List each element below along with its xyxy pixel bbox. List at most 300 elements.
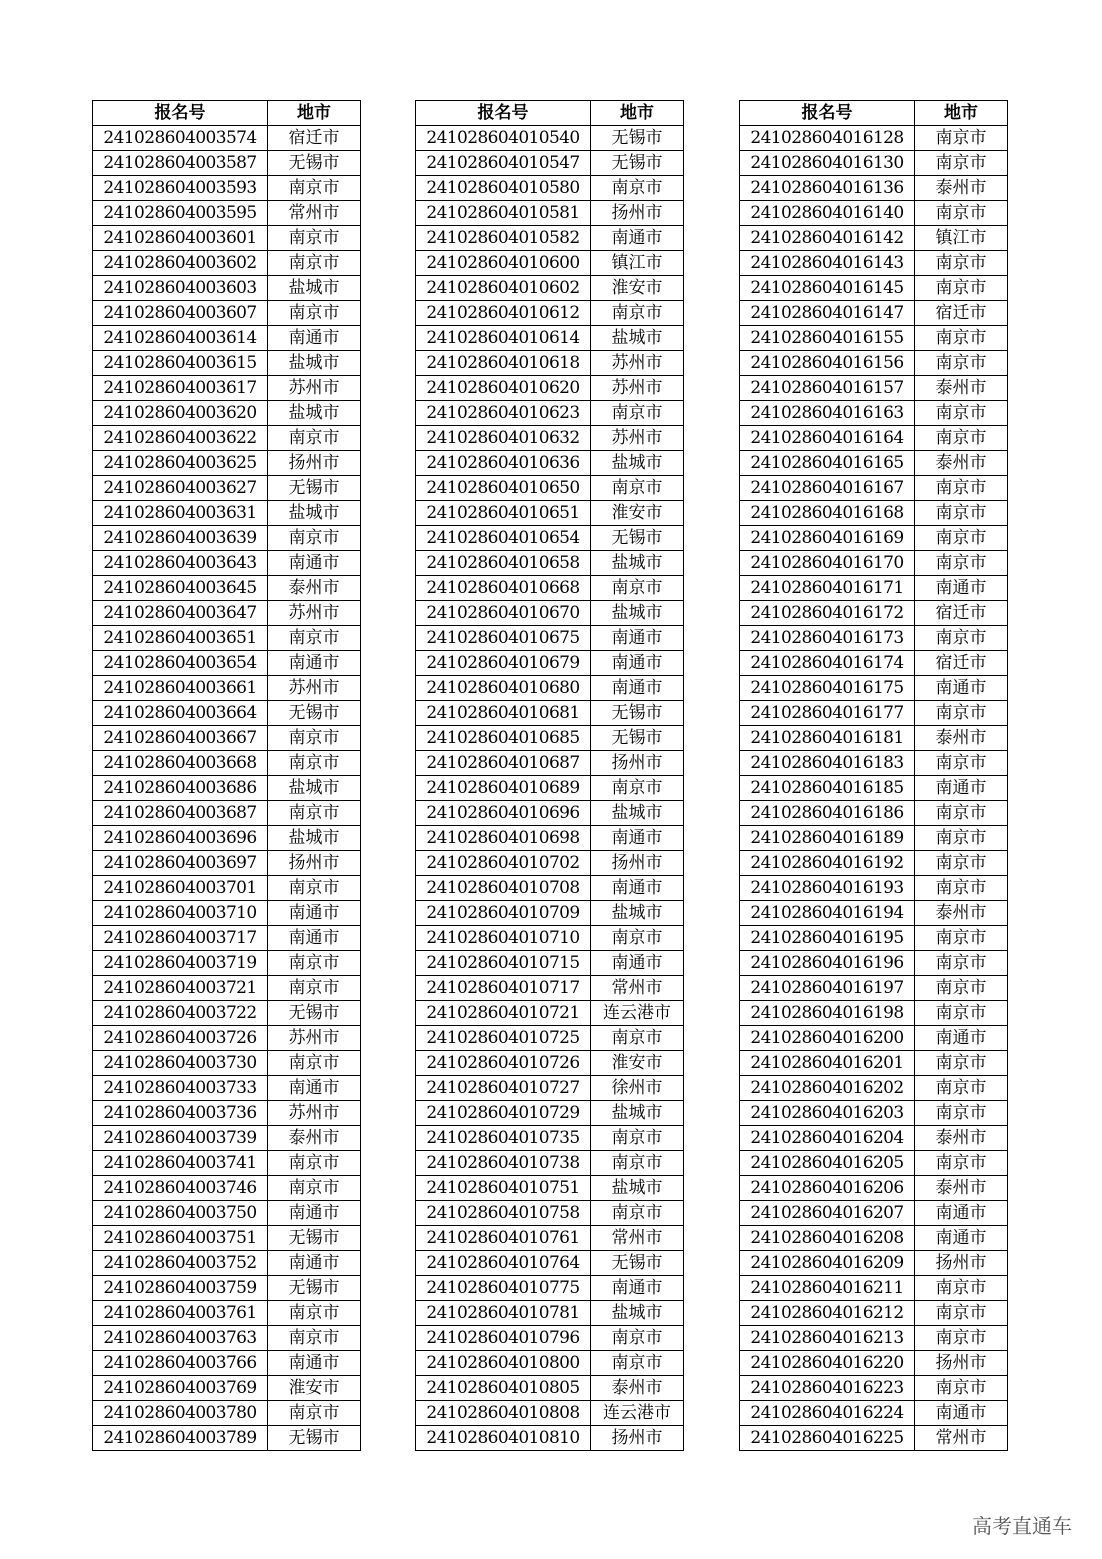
table-row [740,1176,1008,1201]
city-cell: 南京市 [915,1276,1008,1301]
city-cell: 南京市 [915,751,1008,776]
city-cell: 泰州市 [591,1376,684,1401]
city-cell: 常州市 [268,201,361,226]
table-row [740,1126,1008,1151]
table-row [416,476,684,501]
table-row [740,1426,1008,1451]
table-row [740,501,1008,526]
registration-number-cell: 241028604003620 [93,401,268,426]
registration-number-cell: 241028604010738 [416,1151,591,1176]
city-cell: 徐州市 [591,1076,684,1101]
city-cell: 扬州市 [915,1351,1008,1376]
table-row [93,1076,361,1101]
table-row [93,276,361,301]
registration-number-cell: 241028604010805 [416,1376,591,1401]
city-cell: 苏州市 [268,1026,361,1051]
registration-number-cell: 241028604016189 [740,826,915,851]
table-row [740,376,1008,401]
table-row [93,1126,361,1151]
table-row [93,1026,361,1051]
city-cell: 南通市 [268,326,361,351]
city-cell: 常州市 [591,976,684,1001]
city-cell: 南通市 [268,926,361,951]
table-row [740,601,1008,626]
city-cell: 南通市 [268,1251,361,1276]
registration-number-cell: 241028604010708 [416,876,591,901]
registration-number-cell: 241028604010800 [416,1351,591,1376]
table-row [740,126,1008,151]
registration-number-cell: 241028604016130 [740,151,915,176]
table-row [93,1051,361,1076]
registration-number-cell: 241028604010725 [416,1026,591,1051]
registration-number-cell: 241028604016172 [740,601,915,626]
registration-number-cell: 241028604016208 [740,1226,915,1251]
registration-number-cell: 241028604003769 [93,1376,268,1401]
city-cell: 宿迁市 [915,301,1008,326]
registration-number-cell: 241028604016205 [740,1151,915,1176]
table-row [93,126,361,151]
table-row [416,1126,684,1151]
city-cell: 南通市 [915,1026,1008,1051]
city-cell: 南京市 [268,1176,361,1201]
registration-number-cell: 241028604003719 [93,951,268,976]
city-cell: 扬州市 [915,1251,1008,1276]
city-cell: 南京市 [915,426,1008,451]
registration-number-cell: 241028604003741 [93,1151,268,1176]
registration-number-cell: 241028604010698 [416,826,591,851]
table-row [740,551,1008,576]
city-cell: 南京市 [591,401,684,426]
table-row [93,251,361,276]
city-cell: 南通市 [591,626,684,651]
registration-number-cell: 241028604010632 [416,426,591,451]
registration-number-cell: 241028604003603 [93,276,268,301]
city-cell: 宿迁市 [915,601,1008,626]
table-row [740,1151,1008,1176]
table-row [416,326,684,351]
registration-number-cell: 241028604016163 [740,401,915,426]
city-cell: 南通市 [268,901,361,926]
table-row [416,826,684,851]
table-row [93,1376,361,1401]
city-cell: 扬州市 [591,751,684,776]
registration-number-cell: 241028604016164 [740,426,915,451]
table-row [93,751,361,776]
registration-number-cell: 241028604003668 [93,751,268,776]
city-cell: 镇江市 [915,226,1008,251]
registration-table-1 [92,100,361,1451]
table-row [416,226,684,251]
city-cell: 南京市 [268,1301,361,1326]
registration-number-cell: 241028604003617 [93,376,268,401]
city-cell: 淮安市 [591,1051,684,1076]
table-row [93,376,361,401]
table-row [416,1051,684,1076]
city-cell: 南京市 [915,1301,1008,1326]
registration-number-cell: 241028604016169 [740,526,915,551]
registration-number-cell: 241028604016136 [740,176,915,201]
table-row [416,1151,684,1176]
registration-number-cell: 241028604010680 [416,676,591,701]
city-cell: 无锡市 [268,701,361,726]
city-cell: 无锡市 [268,1426,361,1451]
table-row [93,1301,361,1326]
registration-number-cell: 241028604016196 [740,951,915,976]
table-row [740,1401,1008,1426]
registration-number-cell: 241028604010650 [416,476,591,501]
table-row [740,326,1008,351]
table-row [93,1176,361,1201]
city-cell: 南通市 [915,1201,1008,1226]
table-row [740,476,1008,501]
city-cell: 盐城市 [591,551,684,576]
city-cell: 南京市 [268,626,361,651]
table-row [416,676,684,701]
table-row [416,451,684,476]
table-row [93,626,361,651]
city-cell: 扬州市 [591,1426,684,1451]
table-row [740,876,1008,901]
registration-number-cell: 241028604016156 [740,351,915,376]
table-row [93,1201,361,1226]
registration-number-cell: 241028604016173 [740,626,915,651]
registration-number-cell: 241028604016201 [740,1051,915,1076]
registration-number-cell: 241028604016143 [740,251,915,276]
registration-number-cell: 241028604010751 [416,1176,591,1201]
registration-number-cell: 241028604010710 [416,926,591,951]
table-row [416,201,684,226]
registration-number-cell: 241028604010702 [416,851,591,876]
registration-number-cell: 241028604016212 [740,1301,915,1326]
city-cell: 无锡市 [591,151,684,176]
registration-number-cell: 241028604003780 [93,1401,268,1426]
registration-number-cell: 241028604010675 [416,626,591,651]
registration-table-3 [739,100,1008,1451]
city-cell: 泰州市 [915,176,1008,201]
table-row [416,1276,684,1301]
registration-number-cell: 241028604016225 [740,1426,915,1451]
registration-number-cell: 241028604010758 [416,1201,591,1226]
city-cell: 南通市 [915,1226,1008,1251]
registration-number-cell: 241028604010658 [416,551,591,576]
table-row [416,176,684,201]
city-cell: 南京市 [268,801,361,826]
registration-number-cell: 241028604003651 [93,626,268,651]
city-cell: 南京市 [268,426,361,451]
city-cell: 南京市 [915,876,1008,901]
registration-number-cell: 241028604016202 [740,1076,915,1101]
registration-number-cell: 241028604016177 [740,701,915,726]
table-row [416,626,684,651]
table-row [740,1201,1008,1226]
city-cell: 南京市 [591,1351,684,1376]
city-cell: 南通市 [915,1401,1008,1426]
city-cell: 淮安市 [591,276,684,301]
city-cell: 南京市 [915,1151,1008,1176]
city-cell: 南京市 [268,1401,361,1426]
registration-number-cell: 241028604003710 [93,901,268,926]
table-row [416,151,684,176]
table-row [93,876,361,901]
registration-number-cell: 241028604003730 [93,1051,268,1076]
city-cell: 苏州市 [591,376,684,401]
table-row [740,1076,1008,1101]
city-cell: 南京市 [915,401,1008,426]
registration-number-cell: 241028604010623 [416,401,591,426]
table-row [740,701,1008,726]
city-cell: 南京市 [915,526,1008,551]
city-cell: 南京市 [591,1126,684,1151]
table-row [416,1326,684,1351]
table-row [416,501,684,526]
registration-number-cell: 241028604010580 [416,176,591,201]
table-row [93,401,361,426]
table-row [740,901,1008,926]
registration-number-cell: 241028604003631 [93,501,268,526]
city-cell: 南京市 [915,251,1008,276]
table-row [93,426,361,451]
table-row [93,951,361,976]
city-cell: 南京市 [591,1201,684,1226]
city-cell: 宿迁市 [915,651,1008,676]
registration-number-cell: 241028604016194 [740,901,915,926]
registration-number-cell: 241028604003602 [93,251,268,276]
city-cell: 南京市 [591,476,684,501]
registration-number-cell: 241028604010547 [416,151,591,176]
registration-number-cell: 241028604010687 [416,751,591,776]
city-cell: 南京市 [915,826,1008,851]
registration-number-cell: 241028604010681 [416,701,591,726]
city-cell: 南京市 [591,926,684,951]
city-cell: 南京市 [915,476,1008,501]
table-row [93,1151,361,1176]
table-row [93,801,361,826]
registration-number-cell: 241028604010602 [416,276,591,301]
city-cell: 常州市 [915,1426,1008,1451]
table-row [740,201,1008,226]
city-cell: 南京市 [915,1101,1008,1126]
city-cell: 南京市 [915,351,1008,376]
table-row [93,526,361,551]
table-row [740,801,1008,826]
table-row [93,976,361,1001]
registration-number-cell: 241028604010612 [416,301,591,326]
registration-number-cell: 241028604016142 [740,226,915,251]
city-cell: 南京市 [268,726,361,751]
registration-number-cell: 241028604016171 [740,576,915,601]
city-cell: 南京市 [591,576,684,601]
city-cell: 南京市 [591,1026,684,1051]
registration-number-cell: 241028604003733 [93,1076,268,1101]
city-cell: 盐城市 [591,451,684,476]
registration-number-cell: 241028604016209 [740,1251,915,1276]
city-cell: 无锡市 [268,1001,361,1026]
registration-number-cell: 241028604003647 [93,601,268,626]
table-row [416,1301,684,1326]
city-cell: 无锡市 [591,701,684,726]
city-cell: 南通市 [915,576,1008,601]
city-cell: 无锡市 [268,1276,361,1301]
registration-number-cell: 241028604003593 [93,176,268,201]
city-cell: 盐城市 [268,276,361,301]
registration-number-cell: 241028604016165 [740,451,915,476]
table-row [416,576,684,601]
registration-number-cell: 241028604003697 [93,851,268,876]
city-cell: 南京市 [915,126,1008,151]
table-row [93,576,361,601]
registration-number-cell: 241028604010735 [416,1126,591,1151]
source-watermark: 高考直通车 [972,1514,1072,1538]
registration-number-cell: 241028604003667 [93,726,268,751]
city-cell: 南京市 [268,1326,361,1351]
city-cell: 南京市 [591,1326,684,1351]
table-row [416,251,684,276]
table-row [416,951,684,976]
city-cell: 泰州市 [915,451,1008,476]
city-cell: 无锡市 [268,476,361,501]
registration-number-cell: 241028604010668 [416,576,591,601]
registration-number-cell: 241028604010696 [416,801,591,826]
registration-number-cell: 241028604010764 [416,1251,591,1276]
table-row [740,651,1008,676]
table-row [416,851,684,876]
city-cell: 无锡市 [591,126,684,151]
table-row [740,226,1008,251]
registration-number-cell: 241028604003746 [93,1176,268,1201]
table-row [740,301,1008,326]
registration-number-cell: 241028604003726 [93,1026,268,1051]
city-cell: 盐城市 [268,826,361,851]
city-cell: 南京市 [915,551,1008,576]
city-cell: 连云港市 [591,1401,684,1426]
city-cell: 盐城市 [268,776,361,801]
table-row [740,576,1008,601]
table-row [416,776,684,801]
registration-number-cell: 241028604003601 [93,226,268,251]
header-city: 地市 [591,101,684,126]
table-row [740,151,1008,176]
table-row [740,976,1008,1001]
registration-number-cell: 241028604016197 [740,976,915,1001]
table-row [740,1376,1008,1401]
table-row [740,1226,1008,1251]
table-row [93,851,361,876]
registration-number-cell: 241028604016168 [740,501,915,526]
registration-number-cell: 241028604003736 [93,1101,268,1126]
table-row [740,526,1008,551]
city-cell: 南京市 [591,301,684,326]
table-row [416,401,684,426]
table-row [740,1301,1008,1326]
table-row [416,976,684,1001]
table-row [740,176,1008,201]
registration-number-cell: 241028604010651 [416,501,591,526]
city-cell: 盐城市 [591,801,684,826]
registration-number-cell: 241028604016145 [740,276,915,301]
city-cell: 南通市 [591,826,684,851]
city-cell: 南京市 [268,1151,361,1176]
table-row [740,401,1008,426]
registration-number-cell: 241028604003654 [93,651,268,676]
registration-number-cell: 241028604010709 [416,901,591,926]
city-cell: 苏州市 [268,676,361,701]
city-cell: 南京市 [591,776,684,801]
table-row [416,351,684,376]
registration-number-cell: 241028604010614 [416,326,591,351]
table-row [740,1026,1008,1051]
table-row [416,926,684,951]
registration-number-cell: 241028604016167 [740,476,915,501]
city-cell: 苏州市 [591,426,684,451]
table-row [740,251,1008,276]
table-row [93,1276,361,1301]
table-row [740,826,1008,851]
city-cell: 南京市 [268,976,361,1001]
table-row [93,176,361,201]
table-row [740,426,1008,451]
registration-number-cell: 241028604010810 [416,1426,591,1451]
city-cell: 南京市 [268,176,361,201]
city-cell: 南京市 [915,1001,1008,1026]
city-cell: 南京市 [915,951,1008,976]
registration-number-cell: 241028604003722 [93,1001,268,1026]
registration-number-cell: 241028604016193 [740,876,915,901]
registration-number-cell: 241028604016204 [740,1126,915,1151]
city-cell: 苏州市 [591,351,684,376]
city-cell: 南京市 [915,1051,1008,1076]
city-cell: 南京市 [915,801,1008,826]
registration-number-cell: 241028604016220 [740,1351,915,1376]
table-row [416,1351,684,1376]
table-row [416,1101,684,1126]
table-row [93,651,361,676]
city-cell: 南通市 [591,226,684,251]
table-row [416,1201,684,1226]
table-row [740,776,1008,801]
registration-number-cell: 241028604003645 [93,576,268,601]
registration-number-cell: 241028604016203 [740,1101,915,1126]
city-cell: 镇江市 [591,251,684,276]
registration-number-cell: 241028604010670 [416,601,591,626]
registration-number-cell: 241028604003789 [93,1426,268,1451]
table-row [740,751,1008,776]
table-row [93,476,361,501]
city-cell: 南京市 [268,251,361,276]
registration-number-cell: 241028604016223 [740,1376,915,1401]
table-row [93,1001,361,1026]
table-row [740,351,1008,376]
registration-number-cell: 241028604010540 [416,126,591,151]
registration-number-cell: 241028604010689 [416,776,591,801]
city-cell: 南通市 [591,651,684,676]
registration-number-cell: 241028604003574 [93,126,268,151]
city-cell: 南京市 [915,1076,1008,1101]
table-row [93,776,361,801]
city-cell: 扬州市 [591,201,684,226]
city-cell: 南通市 [591,876,684,901]
city-cell: 无锡市 [268,1226,361,1251]
city-cell: 苏州市 [268,376,361,401]
city-cell: 南京市 [268,751,361,776]
table-row [93,601,361,626]
city-cell: 盐城市 [591,901,684,926]
registration-number-cell: 241028604003595 [93,201,268,226]
city-cell: 南通市 [591,676,684,701]
table-row [416,1076,684,1101]
city-cell: 南京市 [915,1326,1008,1351]
registration-number-cell: 241028604003615 [93,351,268,376]
table-row [93,1426,361,1451]
